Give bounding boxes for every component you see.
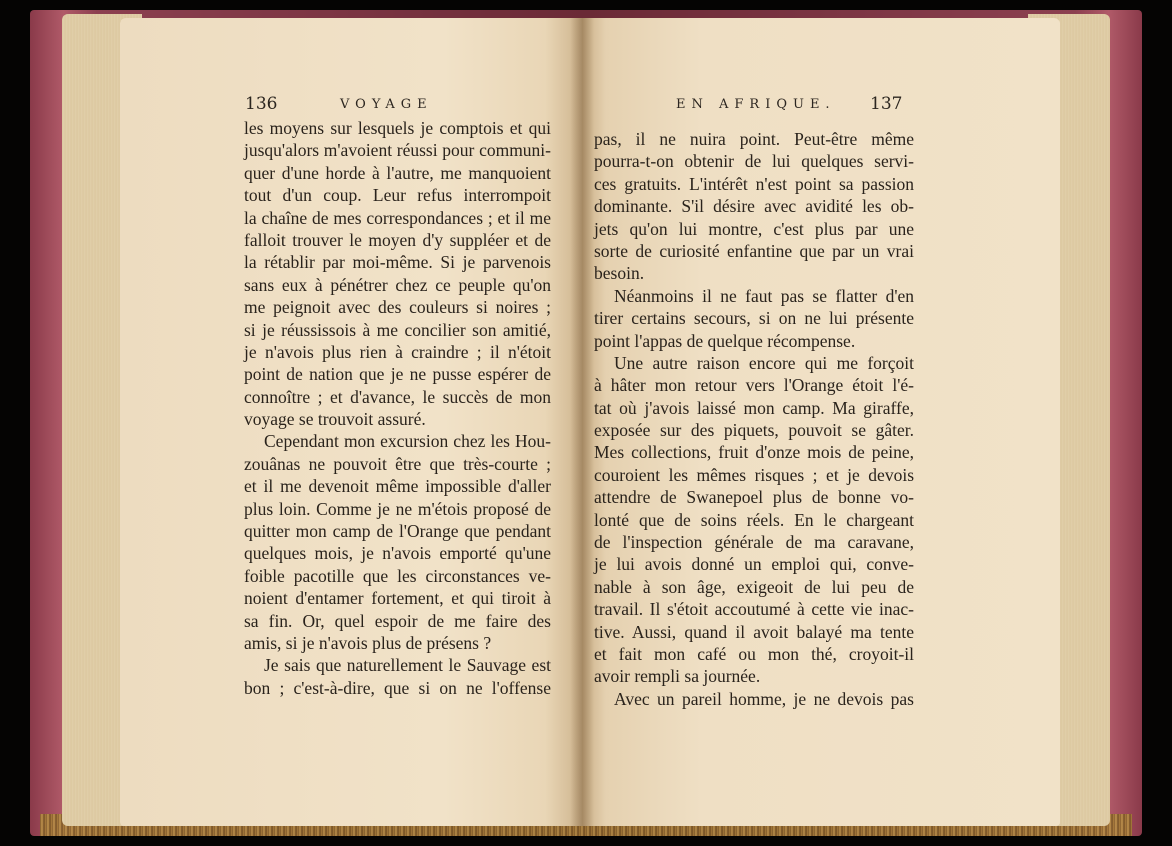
text-line: ces gratuits. L'intérêt n'est point sa passion bbox=[594, 173, 914, 194]
text-line: pourra-t-on obtenir de lui quelques servi- bbox=[594, 151, 914, 172]
text-line: couroient les mêmes risques ; et je devois bbox=[594, 464, 914, 485]
text-line: dominante. S'il désire avec avidité les ob- bbox=[594, 196, 914, 217]
left-running-head: VOYAGE bbox=[340, 97, 433, 112]
text-line: plus loin. Comme je ne m'étois proposé de bbox=[244, 498, 551, 519]
text-line: tout d'un coup. Leur refus interrompoit bbox=[244, 185, 551, 206]
text-line: jusqu'alors m'avoient réussi pour communi- bbox=[244, 140, 551, 161]
text-line: falloit trouver le moyen d'y suppléer et de bbox=[244, 229, 551, 250]
text-line: Une autre raison encore qui me forçoit bbox=[614, 352, 914, 373]
text-line: quitter mon camp de l'Orange que pendant bbox=[244, 521, 551, 542]
text-line: sorte de curiosité enfantine que par un vrai bbox=[594, 240, 914, 261]
text-line: nable à son âge, exigeoit de lui peu de bbox=[594, 576, 914, 597]
text-line: zouânas ne pouvoit être que très-courte ; bbox=[244, 453, 551, 474]
text-line: Néanmoins il ne faut pas se flatter d'en bbox=[614, 285, 914, 306]
text-line: et il me devenoit même impossible d'aller bbox=[244, 476, 551, 497]
text-line: sans eux à pénétrer chez ce peuple qu'on bbox=[244, 274, 551, 295]
text-line: Mes collections, fruit d'onze mois de peine, bbox=[594, 442, 914, 463]
text-line: avoir rempli sa journée. bbox=[594, 666, 761, 687]
text-line: attendre de Swanepoel plus de bonne vo- bbox=[594, 487, 914, 508]
text-line: travail. Il s'étoit accoutumé à cette vie inac- bbox=[594, 599, 914, 620]
text-line: me peignoit avec des couleurs si noires ; bbox=[244, 297, 551, 318]
gutter-shadow bbox=[570, 18, 594, 826]
text-line: point l'appas de quelque récompense. bbox=[594, 330, 856, 351]
text-line: la rétablir par moi-même. Si je parvenois bbox=[244, 252, 551, 273]
text-line: pas, il ne nuira point. Peut-être même bbox=[594, 129, 914, 149]
left-page-number: 136 bbox=[245, 94, 278, 114]
text-line: foible pacotille que les circonstances ve- bbox=[244, 565, 551, 586]
text-line: je n'avois plus rien à craindre ; il n'étoit bbox=[244, 341, 551, 362]
text-line: je lui avois donné un emploi qui, conve- bbox=[594, 554, 914, 575]
text-line: à hâter mon retour vers l'Orange étoit l'é- bbox=[594, 375, 914, 396]
text-line: Je sais que naturellement le Sauvage est bbox=[264, 655, 551, 676]
text-line: Avec un pareil homme, je ne devois pas bbox=[614, 688, 914, 709]
text-line: de l'inspection générale de ma caravane, bbox=[594, 532, 914, 553]
left-page-text bbox=[244, 117, 551, 699]
text-line: tirer certains secours, si on ne lui présente bbox=[594, 308, 914, 329]
text-line: les moyens sur lesquels je comptois et qui bbox=[244, 118, 551, 138]
text-line: tat où j'avois laissé mon camp. Ma giraffe, bbox=[594, 397, 914, 418]
text-line: quer d'une horde à l'autre, me manquoient bbox=[244, 162, 551, 183]
text-line: lonté que de soins réels. En le chargeant bbox=[594, 509, 914, 530]
text-line: tive. Aussi, quand il avoit balayé ma tente bbox=[594, 621, 914, 642]
text-line: besoin. bbox=[594, 263, 645, 284]
text-line: connoître ; et d'avance, le succès de mon bbox=[244, 386, 551, 407]
right-page-number: 137 bbox=[870, 94, 903, 114]
right-running-head: EN AFRIQUE. bbox=[676, 97, 836, 112]
text-line: noient d'entamer fortement, et qui tiroit à bbox=[244, 588, 551, 609]
text-line: bon ; c'est-à-dire, que si on ne l'offense bbox=[244, 677, 551, 698]
right-page-text bbox=[594, 128, 914, 710]
text-line: quelques mois, je n'avois emporté qu'une bbox=[244, 543, 551, 564]
text-line: voyage se trouvoit assuré. bbox=[244, 409, 426, 430]
text-line: amis, si je n'avois plus de présens ? bbox=[244, 632, 492, 653]
text-line: point de nation que je ne pusse espérer de bbox=[244, 364, 551, 385]
text-line: exposée sur des piquets, pouvoit se gâter. bbox=[594, 420, 914, 441]
text-line: si je réussissois à me concilier son amitié, bbox=[244, 319, 551, 340]
text-line: sa fin. Or, quel espoir de me faire des bbox=[244, 610, 551, 631]
text-line: Cependant mon excursion chez les Hou- bbox=[264, 431, 551, 452]
text-line: la chaîne de mes correspondances ; et il me bbox=[244, 207, 551, 228]
text-line: jets qu'on lui montre, c'est plus par une bbox=[594, 218, 914, 239]
text-line: et fait mon café ou mon thé, croyoit-il bbox=[594, 643, 914, 664]
